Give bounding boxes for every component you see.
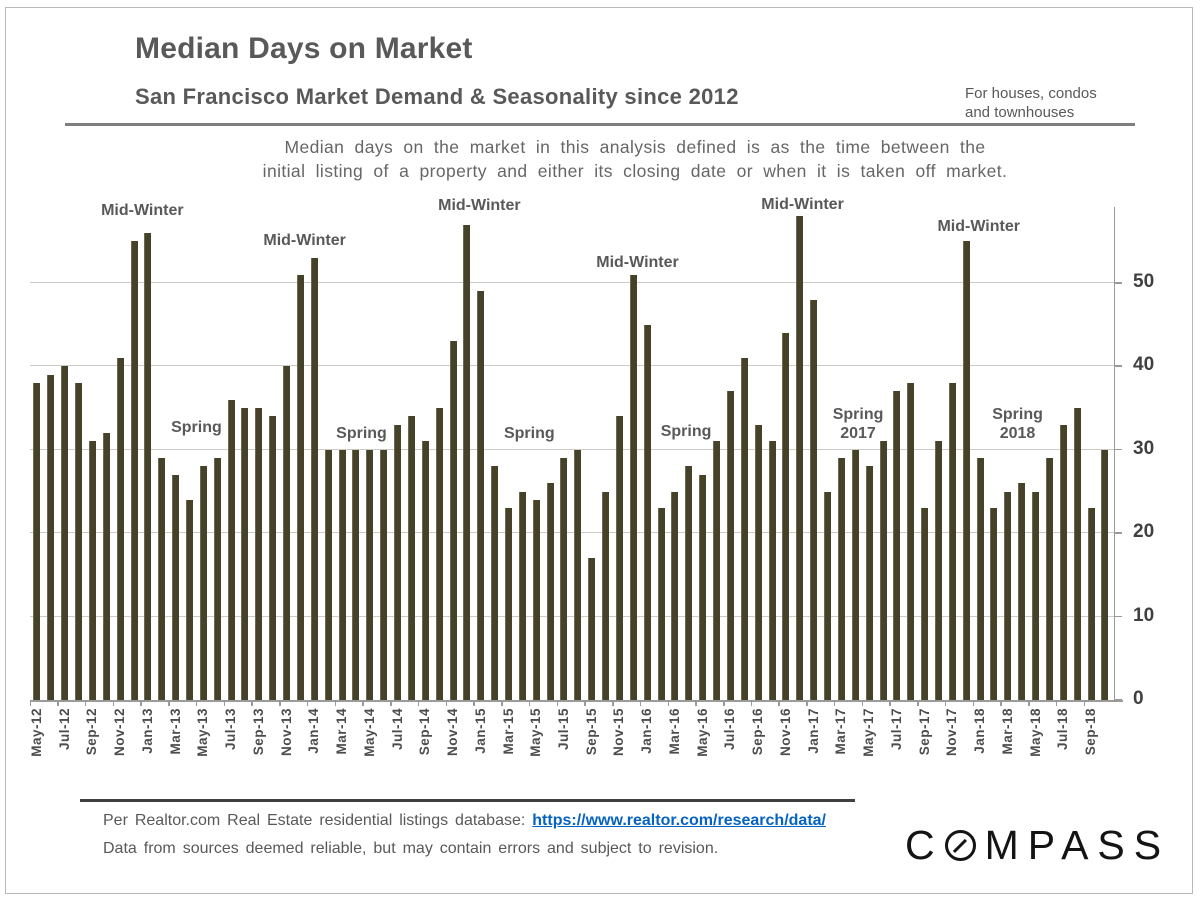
- bar-May-16: [699, 475, 706, 700]
- x-axis-label: Mar-13: [167, 708, 183, 755]
- bar-Nov-17: [949, 383, 956, 700]
- bar-Mar-13: [172, 475, 179, 700]
- bar-May-15: [533, 500, 540, 700]
- bar-Jul-15: [560, 458, 567, 700]
- x-axis-label: Mar-15: [500, 708, 516, 755]
- annotation-mid-winter: Mid-Winter: [438, 196, 521, 214]
- annotation-mid-winter: Mid-Winter: [937, 218, 1020, 236]
- annotation-spring: Spring: [336, 425, 387, 443]
- bar-Apr-17: [852, 450, 859, 700]
- bar-Jun-12: [47, 375, 54, 700]
- x-axis-label: Jul-15: [555, 708, 571, 751]
- bar-Jan-18: [977, 458, 984, 700]
- bar-Oct-13: [269, 416, 276, 700]
- x-axis-label: May-12: [28, 708, 44, 757]
- bar-Oct-14: [436, 408, 443, 700]
- bar-Jul-17: [893, 391, 900, 700]
- bar-Aug-12: [75, 383, 82, 700]
- bar-Jul-18: [1060, 425, 1067, 700]
- bar-Feb-16: [658, 508, 665, 700]
- bar-Apr-15: [519, 492, 526, 701]
- disclaimer-text: Data from sources deemed reliable, but may contain errors and subject to revision.: [103, 840, 719, 857]
- bar-Jan-15: [477, 291, 484, 700]
- compass-needle-icon: [945, 830, 976, 861]
- bar-Dec-12: [131, 241, 138, 700]
- x-axis-label: Jul-16: [722, 708, 738, 751]
- bar-Aug-18: [1074, 408, 1081, 700]
- gridline-40: [30, 365, 1114, 366]
- bar-Aug-14: [408, 416, 415, 700]
- y-axis-label: 20: [1133, 521, 1155, 543]
- bar-Mar-17: [838, 458, 845, 700]
- bar-Nov-16: [782, 333, 789, 700]
- gridline-50: [30, 282, 1114, 283]
- bar-Jan-16: [644, 325, 651, 700]
- property-type-note: [965, 84, 1165, 122]
- bar-Jan-14: [311, 258, 318, 700]
- bar-Jul-14: [394, 425, 401, 700]
- bar-Sep-13: [255, 408, 262, 700]
- bar-May-14: [366, 450, 373, 700]
- y-axis-tick: [1114, 449, 1122, 451]
- bar-Apr-16: [685, 466, 692, 700]
- bar-Jun-13: [214, 458, 221, 700]
- source-link[interactable]: https://www.realtor.com/research/data/: [532, 812, 826, 829]
- bar-Sep-14: [422, 441, 429, 700]
- y-axis-label: 50: [1133, 271, 1155, 292]
- bar-Dec-14: [463, 225, 470, 700]
- y-axis-label: 40: [1133, 354, 1155, 376]
- y-axis-label: 10: [1133, 604, 1155, 626]
- annotation-spring-2017: Spring 2017: [832, 406, 884, 443]
- bar-Sep-15: [588, 558, 595, 700]
- x-axis-label: Nov-16: [777, 708, 793, 757]
- bar-Jun-15: [547, 483, 554, 700]
- x-axis-label: Jan-16: [639, 708, 655, 754]
- footer-divider: [80, 799, 855, 802]
- source-text: Per Realtor.com Real Estate residential listings database:: [103, 812, 533, 829]
- bar-Oct-12: [103, 433, 110, 700]
- bar-Aug-17: [907, 383, 914, 700]
- x-axis-label: May-18: [1027, 708, 1043, 757]
- x-axis-label: Mar-17: [833, 708, 849, 755]
- bar-Apr-13: [186, 500, 193, 700]
- bar-Nov-12: [117, 358, 124, 700]
- x-axis-label: Jul-14: [389, 708, 405, 751]
- x-axis-label: Jan-17: [805, 708, 821, 754]
- x-axis-label: Sep-12: [84, 708, 100, 756]
- compass-logo: [905, 822, 1170, 869]
- bar-Apr-18: [1018, 483, 1025, 700]
- bar-Feb-18: [990, 508, 997, 700]
- bar-Mar-16: [671, 492, 678, 701]
- bar-Mar-15: [505, 508, 512, 700]
- logo-text-mpass: MPASS: [984, 822, 1171, 868]
- logo-text-c: C: [905, 822, 944, 868]
- annotation-spring: Spring: [660, 423, 712, 441]
- x-axis-label: Mar-16: [666, 708, 682, 755]
- bar-Nov-14: [450, 341, 457, 700]
- x-axis-label: Jul-12: [56, 708, 72, 751]
- x-axis-label: Nov-13: [278, 708, 294, 757]
- x-axis-label: Jul-17: [888, 708, 904, 751]
- bar-Feb-13: [158, 458, 165, 700]
- annotation-mid-winter: Mid-Winter: [596, 254, 679, 272]
- x-axis-label: Sep-18: [1083, 708, 1099, 756]
- bar-Jun-17: [880, 441, 887, 700]
- x-axis-label: May-15: [528, 708, 544, 757]
- bar-Dec-17: [963, 241, 970, 700]
- bar-Jul-16: [727, 391, 734, 700]
- bar-Feb-17: [824, 492, 831, 701]
- y-axis-tick: [1114, 616, 1122, 618]
- y-axis-tick: [1114, 532, 1122, 534]
- bar-Jan-13: [144, 233, 151, 700]
- note-line1: For houses, condos: [965, 85, 1097, 102]
- bar-Aug-13: [241, 408, 248, 700]
- bar-May-13: [200, 466, 207, 700]
- x-axis-label: Nov-14: [445, 708, 461, 757]
- bar-Sep-12: [89, 441, 96, 700]
- bar-Apr-14: [352, 450, 359, 700]
- bar-Nov-15: [616, 416, 623, 700]
- plot-area: [28, 195, 1155, 757]
- note-line2: and townhouses: [965, 104, 1075, 121]
- bar-May-18: [1032, 492, 1039, 701]
- x-axis-label: May-16: [694, 708, 710, 757]
- x-axis-line: [30, 700, 1123, 702]
- bar-Jun-14: [380, 450, 387, 700]
- x-axis-label: Sep-15: [583, 708, 599, 756]
- description-line2: initial listing of a property and either its closing date or when it is taken off market.: [262, 161, 1008, 181]
- bar-Jun-16: [713, 441, 720, 700]
- bar-Aug-15: [574, 450, 581, 700]
- y-axis-label: 0: [1133, 688, 1144, 709]
- x-axis-label: Nov-12: [112, 708, 128, 757]
- bar-Jun-18: [1046, 458, 1053, 700]
- y-axis-tick: [1114, 365, 1122, 367]
- annotation-mid-winter: Mid-Winter: [761, 195, 844, 213]
- x-axis-label: Mar-14: [334, 708, 350, 755]
- x-axis-label: Jan-15: [472, 708, 488, 754]
- bar-May-12: [33, 383, 40, 700]
- bar-Sep-18: [1088, 508, 1095, 700]
- page-subtitle: San Francisco Market Demand & Seasonality since 2012: [135, 84, 739, 109]
- x-axis-label: Sep-17: [916, 708, 932, 756]
- bar-Mar-18: [1004, 492, 1011, 701]
- footer: [103, 807, 826, 863]
- bar-May-17: [866, 466, 873, 700]
- x-axis-label: Jan-18: [972, 708, 988, 754]
- bar-Oct-16: [769, 441, 776, 700]
- bar-Oct-15: [602, 492, 609, 701]
- bar-Jul-13: [228, 400, 235, 700]
- y-axis-tick: [1114, 282, 1122, 284]
- header-divider: [65, 123, 1135, 126]
- bar-Feb-14: [325, 450, 332, 700]
- x-axis-label: Nov-17: [944, 708, 960, 757]
- x-axis-label: Mar-18: [999, 708, 1015, 755]
- bar-Oct-17: [935, 441, 942, 700]
- x-axis-label: May-13: [195, 708, 211, 757]
- x-axis-label: May-14: [361, 708, 377, 757]
- bar-Jul-12: [61, 366, 68, 700]
- x-axis-label: Sep-13: [250, 708, 266, 756]
- x-axis-label: Jan-13: [139, 708, 155, 754]
- annotation-spring: Spring: [171, 419, 222, 437]
- x-axis-label: Jan-14: [306, 708, 322, 754]
- chart-description: [170, 135, 1100, 183]
- bar-Oct-18: [1101, 450, 1108, 700]
- x-axis-label: May-17: [861, 708, 877, 757]
- bar-Dec-16: [796, 216, 803, 700]
- bar-Sep-16: [755, 425, 762, 700]
- annotation-mid-winter: Mid-Winter: [101, 201, 184, 219]
- annotation-spring: Spring: [503, 425, 555, 443]
- bar-Aug-16: [741, 358, 748, 700]
- x-axis-label: Sep-14: [417, 708, 433, 756]
- x-axis-label: Nov-15: [611, 708, 627, 757]
- bar-Mar-14: [339, 450, 346, 700]
- bar-Dec-15: [630, 275, 637, 700]
- page-title: Median Days on Market: [135, 32, 473, 65]
- x-axis-label: Jul-18: [1055, 708, 1071, 751]
- bar-Sep-17: [921, 508, 928, 700]
- y-axis-label: 30: [1133, 437, 1155, 459]
- bar-Feb-15: [491, 466, 498, 700]
- x-axis-label: Sep-16: [750, 708, 766, 756]
- description-line1: Median days on the market in this analysis defined is as the time between the: [284, 137, 986, 157]
- bar-Jan-17: [810, 300, 817, 700]
- x-axis-label: Jul-13: [223, 708, 239, 751]
- annotation-spring-2018: Spring 2018: [992, 406, 1043, 443]
- bar-Dec-13: [297, 275, 304, 700]
- annotation-mid-winter: Mid-Winter: [263, 231, 346, 249]
- bar-Nov-13: [283, 366, 290, 700]
